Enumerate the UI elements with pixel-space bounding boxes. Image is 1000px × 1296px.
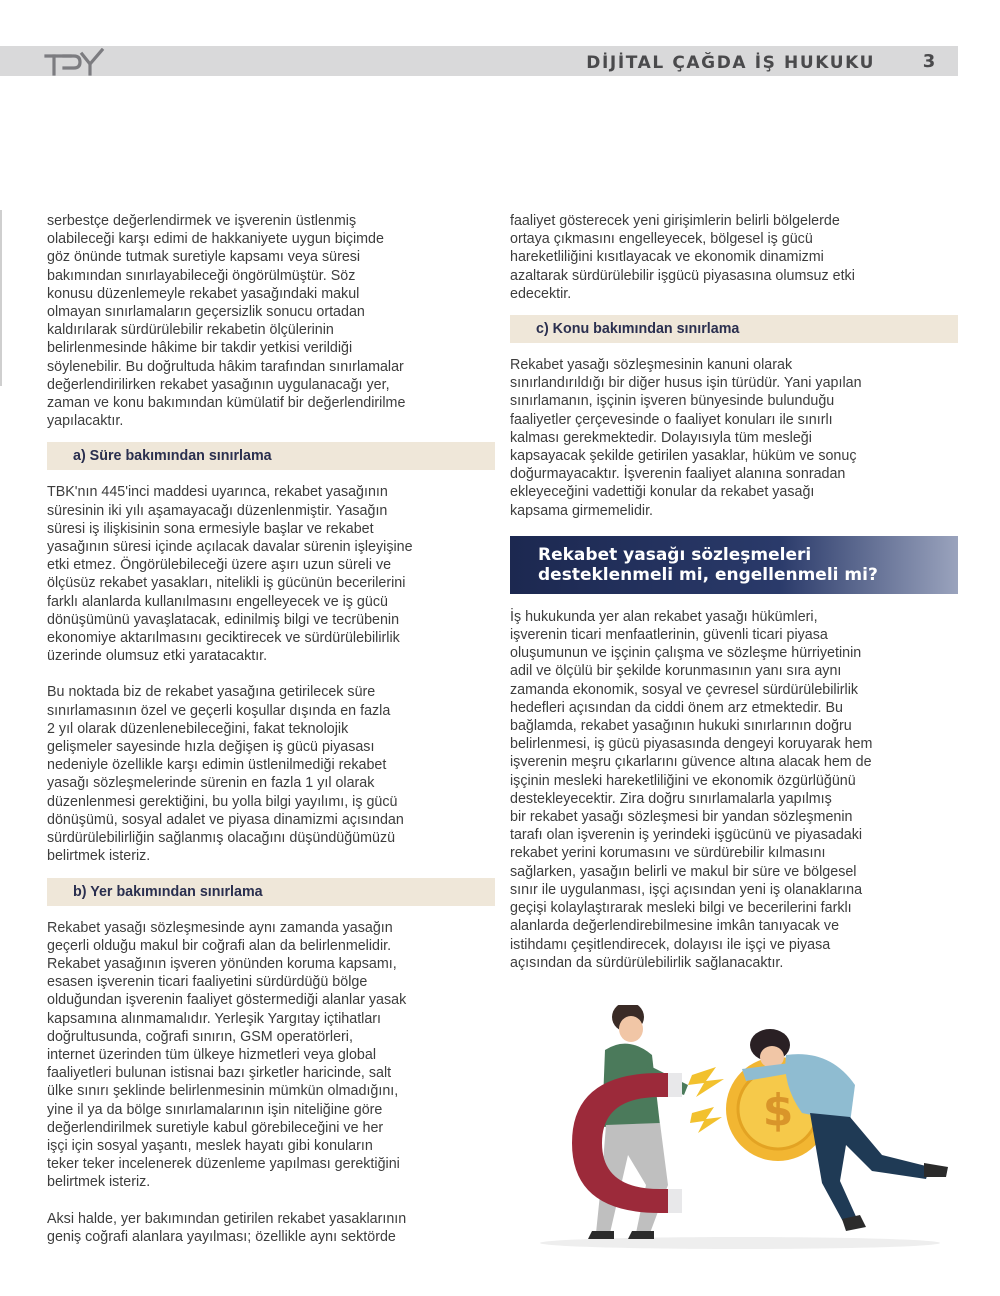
right-column — [510, 212, 958, 972]
margin-rule — [0, 210, 2, 386]
question-box-paragraph: İş hukukunda yer alan rekabet yasağı hükümleri, işverenin ticari menfaatlerinin, güvenli ticari piyasa oluşumunun ve işçinin çalışma ve sözleşme hürriyetinin adil ve ölçülü bir şekilde korunmasının yanı sıra aynı zamanda ekonomik, sosyal ve çevresel sürdürülebilirlik hedefleri açısından da ciddi önem arz etmektedir. Bu bağlamda, rekabet yasağının hukuki sınırlarının doğru belirlenmesi, iş gücü piyasasında dengeyi koruyarak hem işverenin meşru çıkarlarını güvence altına alacak hem de işçinin mesleki hareketliliğini ve ekonomik özgürlüğünü destekleyecektir. Zira doğru sınırlamalarla yapılmış bir rekabet yasağı sözleşmesi bir yandan sözleşmenin tarafı olan işverenin iş yerindeki işgücünü ve piyasadaki rekabet yerini korumasını ve sürdürebilir kılmasını sağlarken, yasağın belirli ve makul bir süre ve bölgesel sınır ile uygulanması, işçi açısından yeni iş olanaklarına geçişi kolaylaştırarak mesleki bilgi ve becerilerini farklı alanlarda değerlendirebilmesine imkân tanıyacak ve istihdamı çeşitlendirecek, dolayısı ile işçi ve piyasa açısından da sürdürülebilirlik sağlanacaktır. — [510, 608, 873, 971]
section-c-paragraph: Rekabet yasağı sözleşmesinin kanuni olarak sınırlandırıldığı bir diğer husus işin türüdür. Yani yapılan sınırlamanın, işçinin işveren bünyesinde bulunduğu faaliyetler çerçevesinde o faaliyet konuları ile sınırlı kalması gerekmektedir. Dolayısıyla tüm mesleği kapsayacak şekilde getirilen yasaklar, hüküm ve sonuç doğurmayacaktır. İşverenin faaliyet alanına sonradan ekleyeceğini vadettiği konular da rekabet yasağı kapsama girmemelidir. — [510, 357, 862, 519]
logo — [44, 48, 114, 78]
section-c-heading: c) Konu bakımından sınırlama — [510, 315, 958, 343]
section-a-heading: a) Süre bakımından sınırlama — [47, 442, 495, 470]
left-column — [47, 212, 495, 1246]
section-b-heading: b) Yer bakımından sınırlama — [47, 878, 495, 906]
magnet-coin-illustration — [510, 1005, 960, 1255]
section-a-paragraph-1: TBK'nın 445'inci maddesi uyarınca, rekabet yasağının süresinin iki yılı aşamayacağı düzenlenmiştir. Yasağın süresi iş ilişkisinin sona ermesiyle başlar ve rekabet yasağının süresi içinde açılacak davalar sürenin işleyişine etki etmez. Öngörülebileceği üzere aşırı uzun süreli ve ölçüsüz rekabet yasakları, nitelikli iş gücünün becerilerini farklı alanlarda kullanılmasını engelleyecek ve iş gücü dönüşümünü yavaşlatacak, edinilmiş bilgi ve tecrübenin ekonomiye aktarılmasını geciktirecek ve sürdürülebilirlik üzerinde olumsuz etki yaratacaktır. — [47, 484, 413, 665]
right-intro-paragraph: faaliyet gösterecek yeni girişimlerin belirli bölgelerde ortaya çıkmasını engelleyecek, bölgesel iş gücü hareketliliğini kısıtlayacak ve ekonomik dinamizmi azaltarak sürdürülebilir işgücü piyasasına olumsuz etki edecektir. — [510, 213, 855, 302]
section-b-paragraph-2: Aksi halde, yer bakımından getirilen rekabet yasaklarının geniş coğrafi alanlara yayılması; özellikle aynı sektörde — [47, 1210, 407, 1245]
header-title: DİJİTAL ÇAĞDA İŞ HUKUKU — [586, 53, 875, 73]
svg-text:$: $ — [762, 1085, 794, 1136]
lightning-icon — [688, 1067, 724, 1133]
question-box-heading: Rekabet yasağı sözleşmeleri desteklenmeli mi, engellenmeli mi? — [510, 536, 958, 594]
left-intro-paragraph: serbestçe değerlendirmek ve işverenin üstlenmiş olabileceği karşı edimi de hakkaniyete uygun biçimde göz önünde tutmak suretiyle kapsamı veya süresi bakımından sınırlayabileceği öngörülmüştür. Söz konusu düzenlemeyle rekabet yasağındaki makul olmayan sınırlamaların geçersizlik sonucu ortadan kaldırılarak sürdürülebilir rekabetin ölçülerinin belirlenmesinde hâkime bir takdir yetkisi verildiği söylenebilir. Bu doğrultuda hâkim tarafından sınırlamalar değerlendirilirken rekabet yasağının uygulanacağı yer, zaman ve konu bakımından kümülatif bir değerlendirilme yapılacaktır. — [47, 213, 406, 430]
section-a-paragraph-2: Bu noktada biz de rekabet yasağına getirilecek süre sınırlamasının özel ve geçerli koşullar dışında en fazla 2 yıl olarak düzenlenebileceğini, fakat teknolojik gelişmeler sayesinde hızla değişen iş gücü piyasası nedeniyle özellikle karşı edimin üstlenilmediği rekabet yasağı sözleşmelerinde sürenin en fazla 1 yıl olarak düzenlenmesi gerektiğini, bu yolla bilgi yayılımı, iş gücü dönüşümü, sosyal adalet ve piyasa dinamizmi açısından sürdürülebilirliğin sağlanmış olacağını düşündüğümüzü belirtmek isteriz. — [47, 684, 404, 865]
page-number: 3 — [903, 46, 955, 76]
section-b-paragraph-1: Rekabet yasağı sözleşmesinde aynı zamanda yasağın geçerli olduğu makul bir coğrafi alan da belirlenmelidir. Rekabet yasağının işveren yönünden koruma kapsamı, esasen işverenin ticari faaliyetini sürdürdüğü bölge olduğundan işverenin faaliyet göstermediği alanlar yasak kapsamına alınmamalıdır. Yerleşik Yargıtay içtihatları doğrultusunda, coğrafi sınırın, GSM operatörleri, internet üzerinden tüm ülkeye hizmetleri veya global faaliyetleri bulunan istisnai bazı şirketler haricinde, salt ülke sınırı şeklinde belirlenmesinin mümkün olmadığını, yine il ya da bölge sınırlamalarının işin niteliğine göre değerlendirilmek suretiyle kabul görebileceğini ve her işçi için sosyal yaşantı, meslek hayatı gibi konuların teker teker incelenerek düzenleme yapılması gerektiğini belirtmek isteriz. — [47, 919, 407, 1191]
